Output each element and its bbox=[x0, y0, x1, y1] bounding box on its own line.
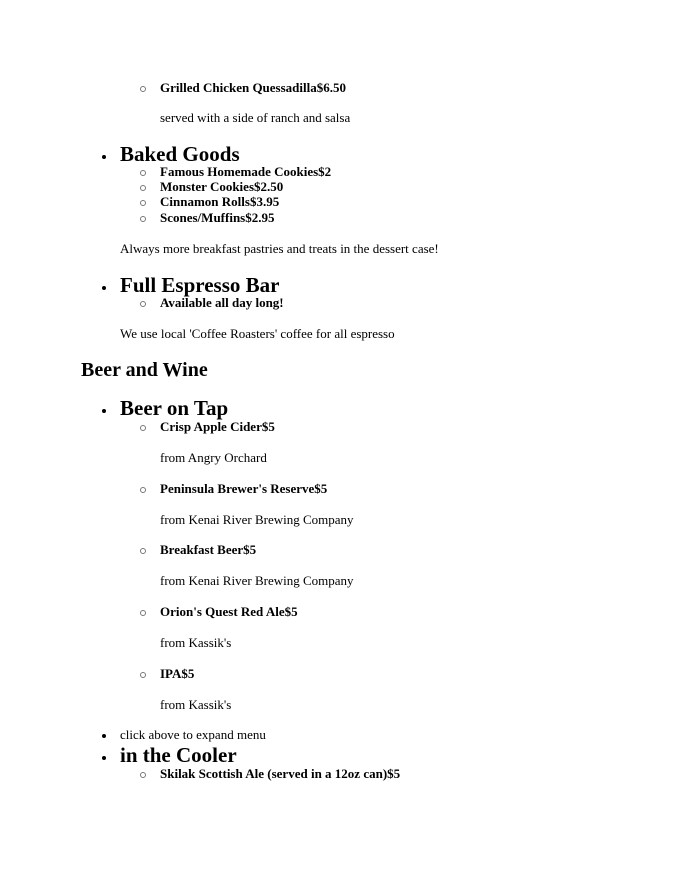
circle-bullet-icon bbox=[140, 216, 146, 222]
circle-bullet-icon bbox=[140, 772, 146, 778]
circle-bullet-icon bbox=[140, 672, 146, 678]
circle-bullet-icon bbox=[140, 200, 146, 206]
menu-item-name: Crisp Apple Cider$5 bbox=[160, 419, 275, 434]
bullet-icon bbox=[102, 409, 106, 413]
menu-item-name: Scones/Muffins$2.95 bbox=[160, 210, 275, 225]
section-title-beer-on-tap: Beer on Tap bbox=[120, 396, 229, 420]
menu-item-name: Orion's Quest Red Ale$5 bbox=[160, 604, 298, 619]
circle-bullet-icon bbox=[140, 185, 146, 191]
section-title-cooler: in the Cooler bbox=[120, 743, 237, 767]
circle-bullet-icon bbox=[140, 610, 146, 616]
circle-bullet-icon bbox=[140, 170, 146, 176]
menu-item-desc: from Kassik's bbox=[160, 697, 232, 712]
circle-bullet-icon bbox=[140, 425, 146, 431]
menu-item-name: Skilak Scottish Ale (served in a 12oz can)$5 bbox=[160, 766, 401, 781]
menu-item-name: Monster Cookies$2.50 bbox=[160, 179, 284, 194]
circle-bullet-icon bbox=[140, 301, 146, 307]
circle-bullet-icon bbox=[140, 487, 146, 493]
menu-item-name: Peninsula Brewer's Reserve$5 bbox=[160, 481, 328, 496]
menu-item-name: IPA$5 bbox=[160, 666, 195, 681]
bullet-icon bbox=[102, 286, 106, 290]
menu-item-desc: from Angry Orchard bbox=[160, 450, 267, 465]
section-note: We use local 'Coffee Roasters' coffee for all espresso bbox=[120, 326, 395, 341]
menu-item-name: Famous Homemade Cookies$2 bbox=[160, 164, 332, 179]
bullet-icon bbox=[102, 756, 106, 760]
expand-menu-link[interactable]: click above to expand menu bbox=[120, 727, 266, 742]
bullet-icon bbox=[102, 155, 106, 159]
section-title-espresso: Full Espresso Bar bbox=[120, 273, 280, 297]
menu-item-desc: from Kassik's bbox=[160, 635, 232, 650]
circle-bullet-icon bbox=[140, 86, 146, 92]
heading-beer-and-wine: Beer and Wine bbox=[81, 359, 208, 381]
menu-item-desc: from Kenai River Brewing Company bbox=[160, 512, 354, 527]
menu-item-desc: from Kenai River Brewing Company bbox=[160, 573, 354, 588]
menu-item-name: Breakfast Beer$5 bbox=[160, 542, 257, 557]
section-title-baked-goods: Baked Goods bbox=[120, 142, 240, 166]
menu-item-name: Grilled Chicken Quessadilla$6.50 bbox=[160, 80, 346, 95]
menu-item-desc: served with a side of ranch and salsa bbox=[160, 110, 351, 125]
menu-item-name: Available all day long! bbox=[160, 295, 284, 310]
menu-item-name: Cinnamon Rolls$3.95 bbox=[160, 194, 280, 209]
bullet-icon bbox=[102, 734, 106, 738]
circle-bullet-icon bbox=[140, 548, 146, 554]
section-note: Always more breakfast pastries and treats in the dessert case! bbox=[120, 241, 439, 256]
